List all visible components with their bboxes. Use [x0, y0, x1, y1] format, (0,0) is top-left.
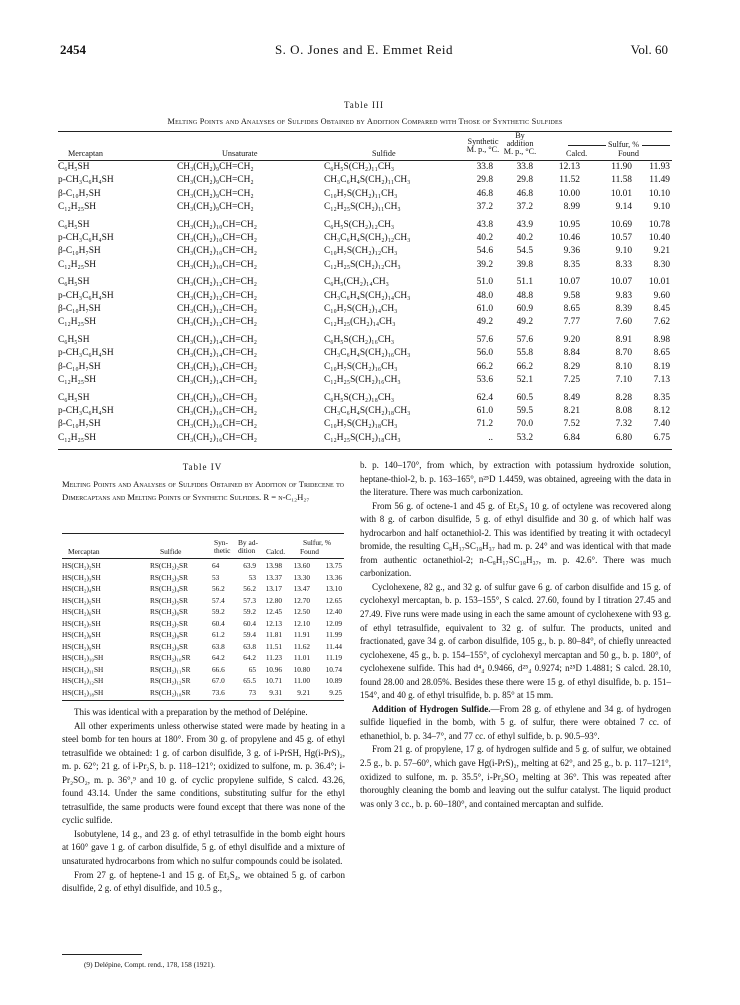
table3-cell: C₁₂H₂₅SH — [58, 259, 97, 270]
t3-head-sulfur: Sulfur, % — [608, 140, 640, 149]
table3-cell: 29.8 — [516, 175, 533, 186]
table3-cell: 7.77 — [563, 317, 580, 328]
table4-cell: 9.21 — [297, 687, 310, 697]
table3-cell: C₆H₅SH — [58, 392, 90, 403]
table3-cell: 8.84 — [563, 348, 580, 359]
table4-cell: 13.75 — [325, 561, 342, 570]
table4-cell: RS(CH₂)₁₈SR — [150, 687, 191, 697]
table3-cell: 66.2 — [516, 361, 533, 372]
table4-cell: 9.31 — [269, 687, 282, 697]
table3-cell: CH₃(CH₂)₁₂CH=CH₂ — [177, 290, 257, 301]
table4-cell: RS(CH₂)₂SR — [150, 561, 188, 570]
table3-cell: 40.2 — [476, 233, 493, 243]
table3-label: Table III — [343, 100, 385, 110]
t4-head-synthetic: Syn- thetic — [214, 538, 231, 555]
table3-cell: 9.83 — [615, 290, 632, 301]
table4-cell: 11.81 — [265, 630, 282, 639]
left-paragraph: All other experiments unless otherwise stated were made by heating in a steel bomb for ten hours at 180°. From 30 g. of propylene and 45 g. of ethyl tetrasulfide we obtained: 1 g. of carbon disulfide, 3 g. of i-PrSH, Hg(i-PrS)₂, m. p. 62°; 21 g. of i-Pr₂S, b. p. 118–121°; oxidized to sulfone, m. p. 36.4°; i-Pr₂SO₂, m. p. 36°,⁹ and 10 g. of cyclic propylene sulfide, S calcd. 43.26, found 43.14. Under the same conditions, substituting sulfur for the ethyl tetrasulfide, the same products were found except that there was none of the cyclic sulfide. — [62, 720, 345, 826]
table4-cell: RS(CH₂)₁₀SR — [150, 653, 191, 662]
table3-cell: 8.21 — [563, 406, 580, 417]
table4-cell: 63.8 — [243, 641, 256, 651]
table4-cell: HS(CH₂)₈SH — [62, 630, 101, 639]
table4-cell: 13.17 — [265, 584, 282, 593]
t3-sulfur-rule-right — [642, 145, 670, 146]
table3-cell: 8.19 — [653, 361, 670, 372]
table4-cell: 73 — [248, 687, 256, 697]
table3-cell: 9.10 — [653, 201, 670, 212]
table3-cell: C₁₀H₇S(CH₂)₁₂CH₃ — [324, 246, 398, 257]
table4-cell: 10.89 — [325, 676, 342, 685]
table3-cell: 66.2 — [476, 361, 493, 372]
table3-top-rule — [58, 131, 672, 132]
table4-cell: 64 — [212, 561, 220, 570]
table3-cell: 8.99 — [563, 201, 580, 212]
right-paragraph: From 56 g. of octene-1 and 45 g. of Et₂S₄ 10 g. of octylene was recovered along with 8 g. of carbon disulfide, 5 g. of ethyl disulfide and 30 g. of which half was hydrocarbon and half octanethiol-2. This was identified by treating it with octadecyl bromide, the resulting C₈H₁₇SC₁₈H₃₇ had m. p. 24° and was identical with that made from authentic octanethiol-2; n-C₈H₁₇SC₁₈H₃₇, m. p. 42.6°. There was much carbonization. — [360, 500, 671, 579]
table3-cell: 7.32 — [615, 419, 632, 430]
table3-cell: p-CH₃C₆H₄SH — [58, 348, 114, 359]
table3-cell: 48.8 — [516, 290, 533, 301]
table4-cell: 12.09 — [325, 618, 342, 628]
table4-cell: 9.25 — [329, 687, 342, 697]
table4-cell: HS(CH₂)₁₁SH — [62, 664, 104, 674]
table3-cell: 29.8 — [476, 175, 493, 186]
table3-cell: 8.28 — [615, 392, 632, 403]
table3-cell: 39.8 — [516, 259, 533, 270]
t3-head-mercaptan: Mercaptan — [68, 149, 104, 158]
table3-cell: 53.2 — [516, 432, 533, 443]
table3-cell: 8.70 — [615, 348, 632, 359]
right-paragraph-hydrogen-sulfide — [360, 703, 671, 744]
table3-cell: 7.60 — [615, 317, 632, 328]
table4-bottom-rule — [62, 700, 344, 701]
table3-cell: 60.5 — [516, 392, 533, 403]
t4-head-found: Found — [300, 547, 319, 556]
table4-cell: 12.40 — [325, 607, 342, 616]
t3-sulfur-rule-left — [568, 145, 606, 146]
table4-cell: 64.2 — [212, 653, 225, 662]
table3-cell: 7.62 — [653, 317, 670, 328]
table4-cell: 11.91 — [293, 630, 310, 639]
footnote: (9) Delépine, Compt. rend., 178, 158 (1921). — [84, 960, 215, 969]
table4-cell: 53 — [248, 572, 256, 582]
table3-cell: C₁₀H₇S(CH₂)₁₁CH₃ — [324, 188, 398, 199]
table4-cell: 73.6 — [212, 687, 225, 697]
table3-cell: C₁₂H₂₅SH — [58, 317, 97, 328]
table3-cell: p-CH₃C₆H₄SH — [58, 233, 114, 243]
table3-cell: CH₃C₆H₄S(CH₂)₁₂CH₃ — [324, 233, 411, 243]
table4-cell: 65 — [248, 664, 256, 674]
table3-cell: 10.01 — [610, 188, 632, 199]
table4-cell: HS(CH₂)₁₂SH — [62, 676, 104, 685]
table3-cell: C₁₂H₂₅SH — [58, 201, 97, 212]
table4-cell: 60.4 — [212, 618, 225, 628]
t3-head-sulfide: Sulfide — [372, 149, 396, 158]
table3-cell: 48.0 — [476, 290, 493, 301]
table3-cell: β-C₁₀H₇SH — [58, 188, 101, 199]
running-authors: S. O. Jones and E. Emmet Reid — [274, 42, 454, 57]
table3-cell: 46.8 — [516, 188, 533, 199]
table3-cell: 8.33 — [615, 259, 632, 270]
table3-cell: 6.80 — [615, 432, 632, 443]
table3-cell: C₁₂H₂₅S(CH₂)₁₈CH₃ — [324, 432, 401, 443]
left-paragraph: From 27 g. of heptene-1 and 15 g. of Et₂S₄, we obtained 5 g. of carbon disulfide, 2 g. of ethyl disulfide, and 10.5 g., — [62, 869, 345, 894]
table3-cell: CH₃(CH₂)₉CH=CH₂ — [177, 201, 254, 212]
table3-cell: 8.49 — [563, 392, 580, 403]
table4-cell: HS(CH₂)₃SH — [62, 572, 101, 582]
table4-cell: 11.44 — [325, 641, 342, 651]
table3-cell: C₆H₅SH — [58, 162, 90, 172]
table4-cell: 12.10 — [293, 618, 310, 628]
table3-cell: 8.65 — [563, 304, 580, 314]
table3-cell: 57.6 — [476, 335, 493, 346]
table4-cell: 11.99 — [325, 630, 342, 639]
table3-cell: C₁₂H₂₅(CH₂)₁₄CH₃ — [324, 317, 396, 328]
table3-cell: β-C₁₀H₇SH — [58, 419, 101, 430]
table3-cell: 10.07 — [558, 277, 580, 288]
table3-cell: 11.90 — [611, 162, 632, 172]
table3-cell: CH₃(CH₂)₁₀CH=CH₂ — [177, 246, 257, 257]
table4-cell: 59.4 — [243, 630, 256, 639]
table3-cell: CH₃(CH₂)₁₀CH=CH₂ — [177, 259, 257, 270]
table3-cell: 7.10 — [615, 375, 632, 385]
table4-cell: 10.74 — [325, 664, 342, 674]
table3-cell: 10.95 — [558, 219, 580, 230]
table3-cell: 9.10 — [615, 246, 632, 257]
table3-cell: CH₃(CH₂)₁₂CH=CH₂ — [177, 277, 257, 288]
table3-cell: C₆H₅SH — [58, 335, 90, 346]
table3-cell: 11.58 — [611, 175, 632, 186]
table3-cell: CH₃(CH₂)₁₀CH=CH₂ — [177, 219, 257, 230]
table4-cell: 11.19 — [325, 653, 342, 662]
table3-cell: CH₃C₆H₄S(CH₂)₁₈CH₃ — [324, 406, 411, 417]
table3-cell: 8.10 — [615, 361, 632, 372]
table4-cell: 12.45 — [265, 607, 282, 616]
table3-cell: 7.25 — [563, 375, 580, 385]
table3-cell: 60.9 — [516, 304, 533, 314]
t4-head-sulfide: Sulfide — [160, 547, 182, 556]
right-paragraph: Cyclohexene, 82 g., and 32 g. of sulfur gave 6 g. of carbon disulfide and 15 g. of cyclohexyl mercaptan, b. p. 153–155°, S calcd. 27.60, found by I titration 27.45 and 27.49. Five runs were made using in each the same amount of cyclohexene with 93 g. of ethyl tetrasulfide, equivalent to 32 g. of sulfur. The products, united and fractionated, gave 34 g. of carbon disulfide, 105 g., b. p. 80–84°, of chiefly unreacted cyclohexene, 45 g., b. p. 154–155°, of cyclohexyl mercaptan and 50 g., b. p. 180°, of cyclohexene sulfide. This had d⁴₄ 0.9466, d²⁵₄ 0.9274; n²⁵D 1.4881; S calcd. 28.10, found 28.00 and 28.05%. Besides these there were 15 g. of ethyl disulfide, b. p. 151–154°, and 40 g. of ethyl trisulfide, b. p. 85° at 15 mm. — [360, 581, 671, 701]
table3-cell: CH₃C₆H₄S(CH₂)₁₆CH₃ — [324, 348, 411, 359]
table4-cell: 13.10 — [325, 584, 342, 593]
table3-cell: C₁₀H₇S(CH₂)₁₄CH₃ — [324, 304, 398, 314]
table4-cell: 65.5 — [243, 676, 256, 685]
table3-cell: 10.10 — [648, 188, 670, 199]
table4-cell: 13.98 — [265, 561, 282, 570]
table3-cell: 61.0 — [476, 406, 493, 417]
table3-cell: 8.12 — [653, 406, 670, 417]
running-header — [60, 42, 668, 60]
table3-cell: 9.21 — [653, 246, 670, 257]
table3-cell: 10.46 — [558, 233, 580, 243]
table3-cell: CH₃(CH₂)₁₄CH=CH₂ — [177, 375, 257, 385]
right-paragraph: From 21 g. of propylene, 17 g. of hydrogen sulfide and 5 g. of sulfur, we obtained 2.5 g., b. p. 57–60°, which gave Hg(i-PrS)₂, melting at 62°, and 25 g., b. p. 117–121°, oxidized to sulfone, m. p. 35.5°, i-Pr₂SO₂ melting at 36°. This was repeated after thoroughly cleaning the bomb and leaving out the sulfur catalyst. The liquid product was only 3 cc., b. p. 60–180°, and contained mercaptan and sulfide. — [360, 744, 671, 809]
table4-cell: HS(CH₂)₉SH — [62, 641, 101, 651]
table3-cell: 7.13 — [653, 375, 670, 385]
table3-cell: 8.35 — [563, 259, 580, 270]
t3-head-unsaturate: Unsaturate — [222, 149, 258, 158]
table3-cell: 6.84 — [563, 432, 580, 443]
t4-head-sulfur: Sulfur, % — [303, 538, 332, 547]
table4-cell: 10.71 — [265, 676, 282, 685]
table3-cell: 11.49 — [649, 175, 670, 186]
table4-cell: RS(CH₂)₆SR — [150, 607, 188, 616]
table4-cell: 13.36 — [325, 572, 342, 582]
table3-cell: β-C₁₀H₇SH — [58, 361, 101, 372]
table3-cell: 43.8 — [476, 219, 493, 230]
table3-cell: 10.78 — [648, 219, 670, 230]
table4-cell: 59.2 — [243, 607, 256, 616]
table4-cell: 64.2 — [243, 653, 256, 662]
table4-cell: 12.80 — [265, 595, 282, 605]
table3-cell: 51.0 — [476, 277, 493, 288]
table3-cell: 8.98 — [653, 335, 670, 346]
table4-cell: 59.2 — [212, 607, 225, 616]
table4-cell: HS(CH₂)₁₈SH — [62, 687, 104, 697]
table4-cell: 13.37 — [265, 572, 282, 582]
table3-cell: C₆H₅SH — [58, 277, 90, 288]
table3-cell: β-C₁₀H₇SH — [58, 246, 101, 257]
table4-cell: 63.9 — [243, 561, 256, 570]
table4-top-rule — [62, 533, 344, 534]
table4-cell: RS(CH₂)₃SR — [150, 572, 188, 582]
table3-cell: 39.2 — [476, 259, 493, 270]
table4-cell: 57.3 — [243, 595, 256, 605]
table3-cell: 61.0 — [476, 304, 493, 314]
t4-head-by-addition: By ad- dition — [238, 538, 258, 555]
table3-cell: 12.13 — [558, 162, 580, 172]
table3-cell: CH₃(CH₂)₁₂CH=CH₂ — [177, 317, 257, 328]
table3-cell: 70.0 — [516, 419, 533, 430]
table3-cell: 10.69 — [610, 219, 632, 230]
table3-cell: C₁₂H₂₅SH — [58, 432, 97, 443]
table3-cell: C₆H₅S(CH₂)₁₆CH₃ — [324, 335, 395, 346]
table3-cell: 6.75 — [653, 432, 670, 443]
table3-cell: 40.2 — [516, 233, 533, 243]
table3-cell: 33.8 — [516, 162, 533, 172]
table3-cell: 11.93 — [649, 162, 670, 172]
table3-cell: 9.58 — [563, 290, 580, 301]
t3-head-mp-synthetic: Synthetic M. p., °C. — [466, 137, 500, 154]
table3-cell: 9.36 — [563, 246, 580, 257]
table3-cell: 8.30 — [653, 259, 670, 270]
table3-cell: .. — [488, 432, 493, 443]
table3-cell: C₁₂H₂₅SH — [58, 375, 97, 385]
table3-cell: CH₃(CH₂)₁₆CH=CH₂ — [177, 432, 257, 443]
table3-cell: CH₃(CH₂)₁₄CH=CH₂ — [177, 361, 257, 372]
table3-cell: CH₃C₆H₄S(CH₂)₁₄CH₃ — [324, 290, 411, 301]
left-paragraph: This was identical with a preparation by the method of Delépine. — [74, 707, 308, 717]
table4-cell: 11.51 — [265, 641, 282, 651]
table3-cell: C₁₂H₂₅S(CH₂)₁₆CH₃ — [324, 375, 401, 385]
table4-title: Melting Points and Analyses of Sulfides Obtained by Addition of Tridecene to Dimercaptans and Melting Points of Synthetic Sulfides. R = n-C₁₂H₂₇ — [62, 479, 344, 502]
table4-cell: 12.70 — [293, 595, 310, 605]
table4-cell: 11.00 — [293, 676, 310, 685]
table4-cell: 11.62 — [293, 641, 310, 651]
table4-cell: 67.0 — [212, 676, 225, 685]
page-number: 2454 — [60, 42, 86, 57]
table3-cell: 10.07 — [610, 277, 632, 288]
table3-cell: 9.20 — [563, 335, 580, 346]
table4-cell: 56.2 — [243, 584, 256, 593]
left-column — [62, 706, 345, 896]
table4-cell: HS(CH₂)₇SH — [62, 618, 101, 628]
table3-cell: 52.1 — [516, 375, 533, 385]
table3-cell: CH₃(CH₂)₁₂CH=CH₂ — [177, 304, 257, 314]
table3-cell: CH₃(CH₂)₉CH=CH₂ — [177, 175, 254, 186]
table3-cell: CH₃(CH₂)₁₄CH=CH₂ — [177, 348, 257, 359]
t4-head-mercaptan: Mercaptan — [68, 547, 100, 556]
table3-cell: 37.2 — [516, 201, 533, 212]
table3-cell: 33.8 — [476, 162, 493, 172]
table3-cell: C₆H₅S(CH₂)₁₁CH₃ — [324, 162, 395, 172]
right-column — [360, 459, 671, 811]
table4-cell: RS(CH₂)₅SR — [150, 595, 188, 605]
table3-cell: C₆H₅(CH₂)₁₄CH₃ — [324, 277, 389, 288]
table3-cell: 55.8 — [516, 348, 533, 359]
table3-title: Melting Points and Analyses of Sulfides Obtained by Addition Compared with Those of Synthetic Sulfides — [167, 117, 563, 126]
table3-cell: 10.01 — [648, 277, 670, 288]
left-paragraph: Isobutylene, 14 g., and 23 g. of ethyl tetrasulfide in the bomb eight hours at 160° gave 1 g. of carbon disulfide, 5 g. of ethyl disulfide and a mixture of unsaturated hydrocarbons from which no sulfur compounds could be isolated. — [62, 828, 345, 867]
table3-cell: 54.5 — [516, 246, 533, 257]
table3-cell: CH₃(CH₂)₉CH=CH₂ — [177, 162, 254, 172]
table4-cell: 53 — [212, 572, 220, 582]
table3-cell: CH₃(CH₂)₁₆CH=CH₂ — [177, 392, 257, 403]
section-heading: Addition of Hydrogen Sulfide. — [372, 703, 491, 714]
table3-cell: 51.1 — [516, 277, 533, 288]
table3-cell: 8.91 — [615, 335, 632, 346]
table3-cell: 8.45 — [653, 304, 670, 314]
table3-cell: 9.60 — [653, 290, 670, 301]
table4-cell: 10.96 — [265, 664, 282, 674]
table3-cell: 7.40 — [653, 419, 670, 430]
table3-cell: β-C₁₀H₇SH — [58, 304, 101, 314]
table4-cell: RS(CH₂)₉SR — [150, 641, 188, 651]
table4-cell: 57.4 — [212, 595, 225, 605]
table4-cell: 60.4 — [243, 618, 256, 628]
table3-cell: CH₃C₆H₄S(CH₂)₁₁CH₃ — [324, 175, 411, 186]
t3-head-mp-addition: By addition M. p., °C. — [503, 131, 537, 156]
table3-cell: 8.08 — [615, 406, 632, 417]
table3-cell: 9.14 — [615, 201, 632, 212]
table4-cell: 13.47 — [293, 584, 310, 593]
table3-cell: CH₃(CH₂)₉CH=CH₂ — [177, 188, 254, 199]
table4-label: Table IV — [182, 462, 223, 472]
table4-cell: 61.2 — [212, 630, 225, 639]
right-paragraph: b. p. 140–170°, from which, by extraction with potassium hydroxide solution, heptane-thiol-2, b. p. 163–165°, n²⁵D 1.4459, was obtained, agreeing with the data in the literature. There was much carbonization. — [360, 460, 671, 498]
table3-cell: 49.2 — [476, 317, 493, 328]
table3-cell: 53.6 — [476, 375, 493, 385]
table3-cell: p-CH₃C₆H₄SH — [58, 290, 114, 301]
table4-cell: RS(CH₂)₄SR — [150, 584, 188, 593]
table3-cell: 46.8 — [476, 188, 493, 199]
table4-cell: RS(CH₂)₇SR — [150, 618, 188, 628]
table3-cell: 10.00 — [558, 188, 580, 199]
table3-cell: 54.6 — [476, 246, 493, 257]
table4-cell: RS(CH₂)₁₂SR — [150, 676, 191, 685]
table3-cell: 10.40 — [648, 233, 670, 243]
table4-cell: HS(CH₂)₄SH — [62, 584, 101, 593]
footnote-rule — [62, 954, 142, 955]
table3-cell: C₁₀H₇S(CH₂)₁₈CH₃ — [324, 419, 398, 430]
table3-cell: 43.9 — [516, 219, 533, 230]
table3-cell: CH₃(CH₂)₁₀CH=CH₂ — [177, 233, 257, 243]
table4-cell: 12.65 — [325, 595, 342, 605]
table4-cell: RS(CH₂)₈SR — [150, 630, 188, 639]
table3-cell: 59.5 — [516, 406, 533, 417]
t3-head-calcd: Calcd. — [566, 149, 588, 158]
table3-cell: C₆H₅S(CH₂)₁₈CH₃ — [324, 392, 395, 403]
table4-cell: 11.23 — [265, 653, 282, 662]
table4-cell: 11.01 — [293, 653, 310, 662]
table4-cell: 12.13 — [265, 618, 282, 628]
t4-head-calcd: Calcd. — [266, 547, 286, 556]
table3-cell: 8.35 — [653, 392, 670, 403]
table3-cell: 56.0 — [476, 348, 493, 359]
table3-bottom-rule — [58, 449, 672, 450]
table3-cell: 62.4 — [476, 392, 493, 403]
table4-head-rule — [62, 558, 344, 559]
table4-cell: 63.8 — [212, 641, 225, 651]
table4-cell: HS(CH₂)₆SH — [62, 607, 101, 616]
table3-cell: 11.52 — [559, 175, 580, 186]
table4-cell: HS(CH₂)₁₀SH — [62, 653, 104, 662]
table3-cell: 8.65 — [653, 348, 670, 359]
table3-cell: 8.39 — [615, 304, 632, 314]
section-text: —From 28 g. of ethylene and 34 g. of hydrogen sulfide liquefied in the bomb, with 5 g. of sulfur, there were obtained 7 cc. of ethanethiol, b. p. 34–7°, and 77 cc. of ethyl sulfide, b. p. 90.5–93°. — [360, 703, 672, 741]
table3-cell: C₁₀H₇S(CH₂)₁₆CH₃ — [324, 361, 398, 372]
table4-cell: HS(CH₂)₅SH — [62, 595, 101, 605]
table4-cell: RS(CH₂)₁₁SR — [150, 664, 191, 674]
table3-cell: 71.2 — [476, 419, 493, 430]
table4-cell: 13.30 — [293, 572, 310, 582]
table3-cell: 57.6 — [516, 335, 533, 346]
volume-label: Vol. 60 — [630, 42, 668, 57]
table3-cell: C₆H₅SH — [58, 219, 90, 230]
table4-cell: 66.6 — [212, 664, 225, 674]
table4-cell: 13.60 — [293, 561, 310, 570]
table3-cell: p-CH₃C₆H₄SH — [58, 406, 114, 417]
table3-cell: 7.52 — [563, 419, 580, 430]
table3-cell: C₁₂H₂₅S(CH₂)₁₁CH₃ — [324, 201, 401, 212]
table3-head-rule — [58, 160, 672, 161]
table4-cell: HS(CH₂)₂SH — [62, 561, 101, 570]
table4-cell: 56.2 — [212, 584, 225, 593]
table4-cell: 10.80 — [293, 664, 310, 674]
table3-cell: CH₃(CH₂)₁₄CH=CH₂ — [177, 335, 257, 346]
table4-cell: 12.50 — [293, 607, 310, 616]
table3-cell: CH₃(CH₂)₁₆CH=CH₂ — [177, 406, 257, 417]
table3-cell: p-CH₃C₆H₄SH — [58, 175, 114, 186]
table3-cell: C₁₂H₂₅S(CH₂)₁₂CH₃ — [324, 259, 401, 270]
table3-cell: 37.2 — [476, 201, 493, 212]
table3-cell: 10.57 — [610, 233, 632, 243]
table3-cell: 8.29 — [563, 361, 580, 372]
t3-head-found: Found — [618, 149, 639, 158]
table3-cell: CH₃(CH₂)₁₆CH=CH₂ — [177, 419, 257, 430]
table3-cell: 49.2 — [516, 317, 533, 328]
table3-cell: C₆H₅S(CH₂)₁₂CH₃ — [324, 219, 395, 230]
